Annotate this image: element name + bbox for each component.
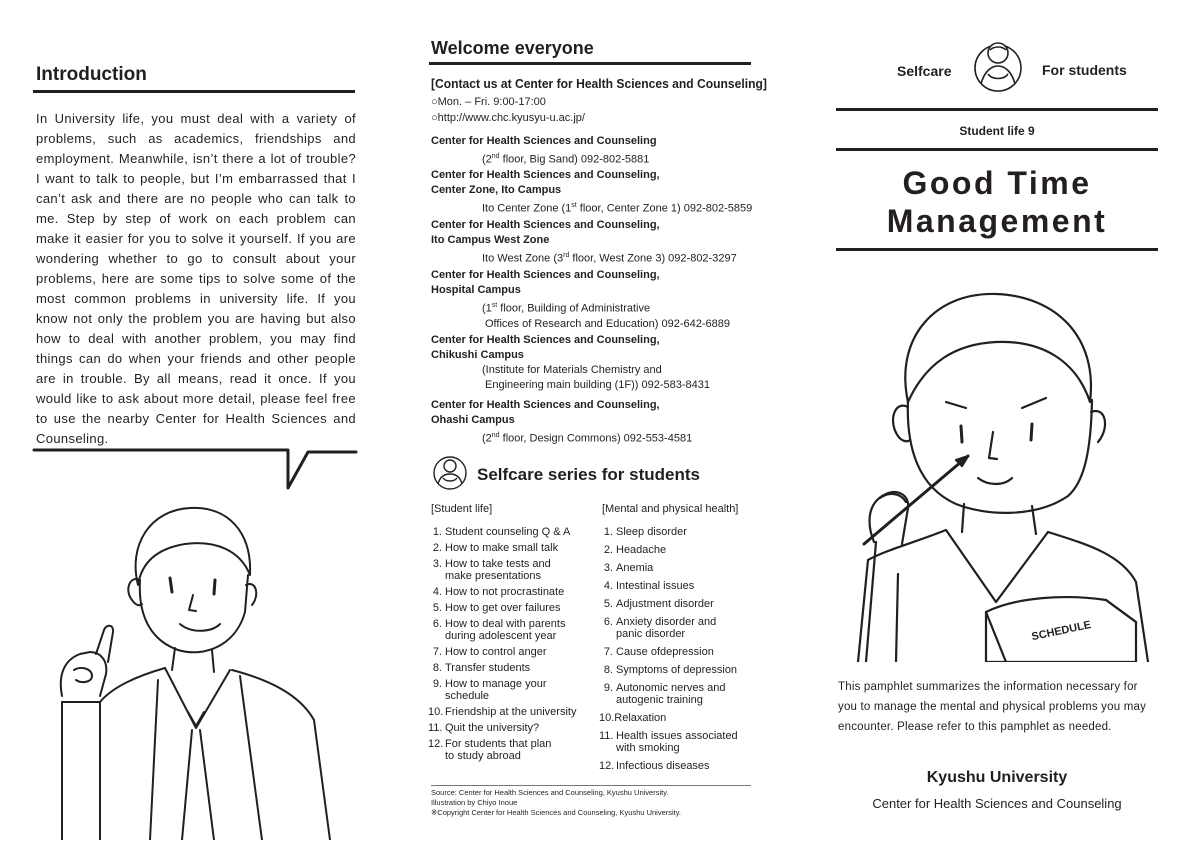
selfcare-label: Selfcare (897, 63, 952, 79)
location-entry (431, 134, 791, 168)
cover-divider (836, 248, 1158, 251)
location-name: Center for Health Sciences and Counseling, (431, 399, 660, 411)
list-item[interactable]: 8. Symptoms of depression (603, 664, 738, 676)
list-item[interactable]: 5. How to get over failures (432, 602, 561, 614)
location-entry (431, 268, 791, 332)
location-campus: Ohashi Campus (431, 414, 515, 426)
welcome-title: Welcome everyone (431, 38, 594, 58)
series-title: Selfcare series for students (477, 465, 700, 484)
location-entry (431, 168, 791, 217)
location-address: (2nd floor, Big Sand) 092-802-5881 (482, 153, 650, 166)
location-address: (1st floor, Building of Administrative (482, 302, 651, 315)
list-item[interactable]: 5. Adjustment disorder (603, 598, 714, 610)
list-item[interactable]: 11. Quit the university? (428, 722, 540, 734)
selfcare-logo-icon (432, 454, 468, 492)
location-address-2: Engineering main building (1F)) 092-583-8431 (485, 379, 711, 391)
list-item[interactable]: 6. How to deal with parents during adolescent year (432, 618, 566, 642)
list-item[interactable]: 2. Headache (603, 544, 667, 556)
location-campus: Chikushi Campus (431, 349, 524, 361)
cover-summary: This pamphlet summarizes the information necessary for you to manage the mental and physical problems you may encounter. Please refer to this pamphlet as needed. (838, 681, 1147, 733)
list-item[interactable]: 6. Anxiety disorder and panic disorder (603, 616, 717, 640)
location-address: Ito Center Zone (1st floor, Center Zone 1) 092-802-5859 (482, 202, 753, 215)
location-name: Center for Health Sciences and Counseling, (431, 269, 660, 281)
list-item[interactable]: 10.Relaxation (599, 712, 667, 724)
list-item[interactable]: 4. How to not procrastinate (432, 586, 565, 598)
location-name: Center for Health Sciences and Counseling (431, 135, 657, 147)
series-number: Student life 9 (959, 124, 1035, 138)
list-item[interactable]: 7. How to control anger (432, 646, 547, 658)
selfcare-logo-icon (972, 38, 1024, 94)
footer-source: Source: Center for Health Sciences and Counseling, Kyushu University. (431, 788, 669, 797)
speech-bubble-tail (34, 450, 356, 488)
footer-divider (431, 785, 751, 786)
location-address: (2nd floor, Design Commons) 092-553-4581 (482, 432, 693, 445)
list-item[interactable]: 3. Anemia (603, 562, 654, 574)
list-item[interactable]: 7. Cause ofdepression (603, 646, 714, 658)
location-entry (431, 398, 791, 447)
list-item[interactable]: 8. Transfer students (432, 662, 531, 674)
student-life-list (428, 526, 603, 766)
intro-body: In University life, you must deal with a variety of problems, such as academics, friendships and employment. Meanwhile, isn’t there a lot of trouble? I want to talk to people, but I’m embarrassed that I can’t ask and there are no people who can talk to me. Step by step of work on each problem can make it easier for you to solve it yourself. If you are wondering whether to go to consult about your problems, here are some tips to solve some of the most common problems in university life. If you know not only the problem you are having but also how to deal with another problem, you may find things can do when your friends and other people are in trouble. By all means, read it once. If you would like to ask about more detail, please feel free to use the nearby Center for Health Sciences and Counseling. (36, 111, 356, 446)
student-pointing-illustration (0, 440, 400, 840)
location-campus: Ito Campus West Zone (431, 234, 550, 246)
health-heading: [Mental and physical health] (602, 503, 739, 515)
location-name: Center for Health Sciences and Counseling, (431, 334, 660, 346)
book-label: SCHEDULE (1030, 618, 1093, 644)
main-title: Good Time Management (886, 165, 1108, 239)
footer-illustration: Illustration by Chiyo Inoue (431, 798, 518, 807)
cover-divider (836, 148, 1158, 151)
list-item[interactable]: 3. How to take tests and make presentations (432, 558, 551, 582)
for-students-label: For students (1042, 62, 1127, 78)
location-campus: Hospital Campus (431, 284, 521, 296)
office-hours: ○Mon. – Fri. 9:00-17:00 (431, 96, 546, 108)
list-item[interactable]: 9. How to manage your schedule (432, 678, 547, 702)
cover-divider (836, 108, 1158, 111)
location-entry (431, 333, 791, 393)
list-item[interactable]: 11. Health issues associated with smoking (599, 730, 738, 754)
footer-copyright: ※Copyright Center for Health Sciences and Counseling, Kyushu University. (431, 808, 682, 817)
list-item[interactable]: 9. Autonomic nerves and autogenic training (603, 682, 726, 706)
list-item[interactable]: 1. Student counseling Q & A (432, 526, 571, 538)
welcome-divider (429, 62, 751, 65)
student-schedule-illustration (836, 282, 1158, 662)
center-name: Center for Health Sciences and Counseling (872, 796, 1122, 811)
intro-title: Introduction (36, 64, 147, 85)
footer-credits (431, 788, 681, 818)
location-entry (431, 218, 791, 267)
intro-divider (33, 90, 355, 93)
student-life-heading: [Student life] (431, 503, 493, 515)
website-link[interactable]: ○http://www.chc.kyusyu-u.ac.jp/ (431, 112, 585, 124)
location-campus: Center Zone, Ito Campus (431, 184, 562, 196)
list-item[interactable]: 12. Infectious diseases (599, 760, 710, 772)
university-name: Kyushu University (926, 769, 1068, 786)
list-item[interactable]: 10. Friendship at the university (428, 706, 577, 718)
contact-heading: [Contact us at Center for Health Sciences and Counseling] (431, 76, 767, 91)
list-item[interactable]: 4. Intestinal issues (603, 580, 695, 592)
location-name: Center for Health Sciences and Counseling, (431, 219, 660, 231)
list-item[interactable]: 1. Sleep disorder (603, 526, 687, 538)
location-address: Ito West Zone (3rd floor, West Zone 3) 092-802-3297 (482, 252, 737, 265)
location-address-2: Offices of Research and Education) 092-642-6889 (485, 317, 731, 330)
location-name: Center for Health Sciences and Counseling, (431, 169, 660, 181)
health-list (599, 526, 759, 778)
location-address: (Institute for Materials Chemistry and (482, 364, 662, 376)
list-item[interactable]: 2. How to make small talk (432, 542, 559, 554)
list-item[interactable]: 12. For students that plan to study abroad (428, 738, 552, 762)
